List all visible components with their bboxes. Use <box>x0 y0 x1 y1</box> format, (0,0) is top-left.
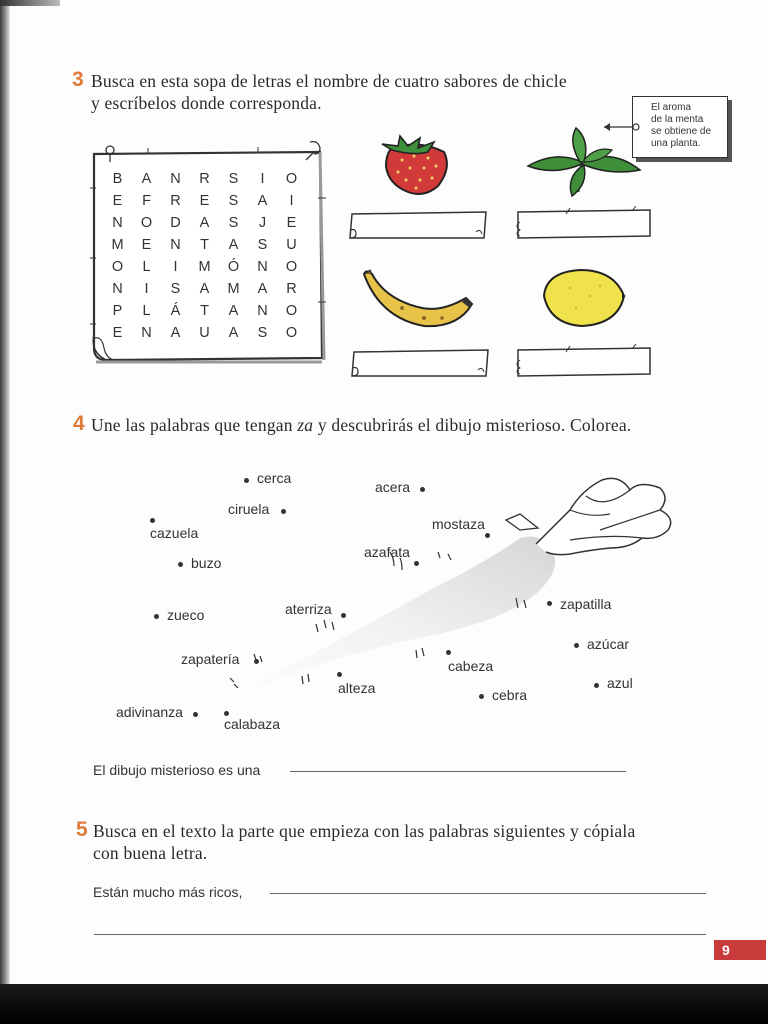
word-search-letter[interactable]: A <box>170 325 181 341</box>
exercise-3-number: 3 <box>72 68 84 91</box>
word-label: calabaza <box>224 716 281 732</box>
answer-box-strawberry[interactable] <box>346 208 490 242</box>
word-connect-dot[interactable] <box>547 601 552 606</box>
copy-line-1[interactable] <box>270 893 706 894</box>
word-search-letter[interactable]: A <box>228 303 239 319</box>
word-search-letter[interactable]: I <box>144 281 149 297</box>
word-label: cabeza <box>448 658 494 674</box>
exercise-5-instructions <box>93 820 635 864</box>
word-search-letter[interactable]: O <box>140 215 153 231</box>
word-search-letter[interactable]: N <box>257 303 268 319</box>
word-search-grid <box>103 168 311 344</box>
word-search-letter[interactable]: N <box>257 259 268 275</box>
page-number: 9 <box>714 940 766 960</box>
word-label: azúcar <box>587 636 630 652</box>
word-search-letter[interactable]: N <box>170 171 181 187</box>
word-label: zapatería <box>181 651 240 667</box>
exercise-4-text-italic: za <box>297 415 314 435</box>
word-search-letter[interactable]: S <box>228 171 239 187</box>
answer-box-lemon[interactable] <box>512 344 654 380</box>
word-search-letter[interactable]: M <box>111 237 124 253</box>
word-label: adivinanza <box>116 704 183 720</box>
scan-shadow-top <box>0 0 60 6</box>
word-search-letter[interactable]: R <box>286 281 297 297</box>
word-search-letter[interactable]: A <box>141 171 152 187</box>
word-search-letter[interactable]: L <box>142 259 151 275</box>
word-search-letter[interactable]: S <box>257 237 268 253</box>
lemon-image <box>540 266 628 330</box>
word-connect-dot[interactable] <box>244 478 249 483</box>
word-label: aterriza <box>285 601 332 617</box>
word-connect-dot[interactable] <box>337 672 342 677</box>
word-connect-dot[interactable] <box>281 509 286 514</box>
callout-line-2: de la menta <box>651 114 704 125</box>
word-search-letter[interactable]: A <box>257 193 268 209</box>
word-connect-dot[interactable] <box>178 562 183 567</box>
word-search-letter[interactable]: S <box>170 281 181 297</box>
exercise-5-number: 5 <box>76 818 88 841</box>
word-search-letter[interactable]: A <box>228 237 239 253</box>
word-connect-dot[interactable] <box>485 533 490 538</box>
word-label: acera <box>375 479 411 495</box>
word-search-letter[interactable]: S <box>228 215 239 231</box>
word-search-letter[interactable]: N <box>112 215 123 231</box>
copy-line-2[interactable] <box>94 934 706 935</box>
word-search-letter[interactable]: I <box>289 193 294 209</box>
word-search-letter[interactable]: M <box>198 259 211 275</box>
exercise-5-line-1: Busca en el texto la parte que empieza con las palabras siguientes y cópiala <box>93 821 636 841</box>
word-label: azul <box>607 675 633 691</box>
word-search-letter[interactable]: D <box>170 215 181 231</box>
strawberry-image <box>378 134 454 198</box>
word-search-letter[interactable]: T <box>200 303 209 319</box>
word-search-letter[interactable]: A <box>257 281 268 297</box>
word-label: alteza <box>338 680 376 696</box>
word-search-puzzle <box>88 138 328 370</box>
word-search-letter[interactable]: N <box>170 237 181 253</box>
word-search-letter[interactable]: S <box>257 325 268 341</box>
word-label: ciruela <box>228 501 270 517</box>
word-search-letter[interactable]: O <box>285 303 298 319</box>
word-label: cebra <box>492 687 528 703</box>
mint-image <box>526 126 642 198</box>
word-connect-dot[interactable] <box>446 650 451 655</box>
word-search-letter[interactable]: U <box>286 237 297 253</box>
exercise-3-instructions <box>91 70 567 114</box>
word-search-letter[interactable]: L <box>142 303 151 319</box>
banana-image <box>362 268 474 332</box>
word-connect-dot[interactable] <box>594 683 599 688</box>
word-search-letter[interactable]: J <box>258 215 267 231</box>
word-search-letter[interactable]: U <box>199 325 210 341</box>
word-search-letter[interactable]: N <box>141 325 152 341</box>
word-label: cazuela <box>150 525 199 541</box>
word-search-letter[interactable]: M <box>227 281 240 297</box>
word-search-letter[interactable]: S <box>228 193 239 209</box>
word-search-letter[interactable]: O <box>111 259 124 275</box>
word-connect-dot[interactable] <box>341 613 346 618</box>
exercise-4-text-before: Une las palabras que tengan <box>91 415 298 435</box>
word-search-letter[interactable]: Á <box>170 303 181 319</box>
word-label: buzo <box>191 555 222 571</box>
callout-line-1: El aroma <box>651 102 692 113</box>
word-search-letter[interactable]: R <box>199 171 210 187</box>
mystery-answer-line[interactable] <box>290 771 626 772</box>
callout-line-3: se obtiene de <box>651 126 712 137</box>
word-search-letter[interactable]: A <box>228 325 239 341</box>
exercise-3-line-2: y escríbelos donde corresponda. <box>91 93 322 113</box>
word-search-letter[interactable]: I <box>260 171 265 187</box>
word-connect-dot[interactable] <box>414 561 419 566</box>
word-search-letter[interactable]: E <box>112 193 123 209</box>
word-search-letter[interactable]: E <box>199 193 210 209</box>
word-search-letter[interactable]: N <box>112 281 123 297</box>
word-search-letter[interactable]: A <box>199 215 210 231</box>
word-connect-dot[interactable] <box>154 614 159 619</box>
word-label: cerca <box>257 470 292 486</box>
callout-pointer <box>600 120 640 134</box>
mystery-answer-label: El dibujo misterioso es una <box>93 762 261 778</box>
callout-line-4: una planta. <box>651 138 701 149</box>
word-search-letter[interactable]: O <box>285 325 298 341</box>
exercise-4-text-after: y descubrirás el dibujo misterioso. Colorea. <box>313 415 632 435</box>
exercise-5-prompt: Están mucho más ricos, <box>93 884 243 900</box>
answer-box-mint[interactable] <box>512 206 654 242</box>
mint-info-callout <box>632 96 728 158</box>
exercise-4-number: 4 <box>73 412 85 435</box>
word-label: azafata <box>364 544 410 560</box>
word-label: mostaza <box>432 516 485 532</box>
scan-shadow-left <box>0 0 10 1024</box>
word-search-letter[interactable]: B <box>112 171 123 187</box>
word-search-letter[interactable]: F <box>142 193 151 209</box>
word-connect-dot[interactable] <box>254 659 259 664</box>
word-search-letter[interactable]: O <box>285 171 298 187</box>
word-connect-dot[interactable] <box>224 711 229 716</box>
word-connect-dot[interactable] <box>150 518 155 523</box>
scan-shadow-bottom <box>0 984 768 1024</box>
exercise-3-line-1: Busca en esta sopa de letras el nombre de cuatro sabores de chicle <box>91 71 567 91</box>
word-label: zapatilla <box>560 596 612 612</box>
exercise-5-line-2: con buena letra. <box>93 843 208 863</box>
word-connect-dot[interactable] <box>193 712 198 717</box>
word-connect-dot[interactable] <box>479 694 484 699</box>
word-search-letter[interactable]: P <box>112 303 123 319</box>
word-connect-dot[interactable] <box>420 487 425 492</box>
answer-box-banana[interactable] <box>348 346 492 380</box>
word-connect-dot[interactable] <box>574 643 579 648</box>
word-search-letter[interactable]: R <box>170 193 181 209</box>
exercise-4-instructions <box>91 414 631 436</box>
word-search-letter[interactable]: T <box>200 237 209 253</box>
word-search-letter[interactable]: E <box>141 237 152 253</box>
word-search-letter[interactable]: A <box>199 281 210 297</box>
word-search-letter[interactable]: I <box>173 259 178 275</box>
word-search-letter[interactable]: O <box>285 259 298 275</box>
word-search-letter[interactable]: E <box>112 325 123 341</box>
word-search-letter[interactable]: Ó <box>227 259 240 275</box>
word-label: zueco <box>167 607 205 623</box>
word-search-letter[interactable]: E <box>286 215 297 231</box>
